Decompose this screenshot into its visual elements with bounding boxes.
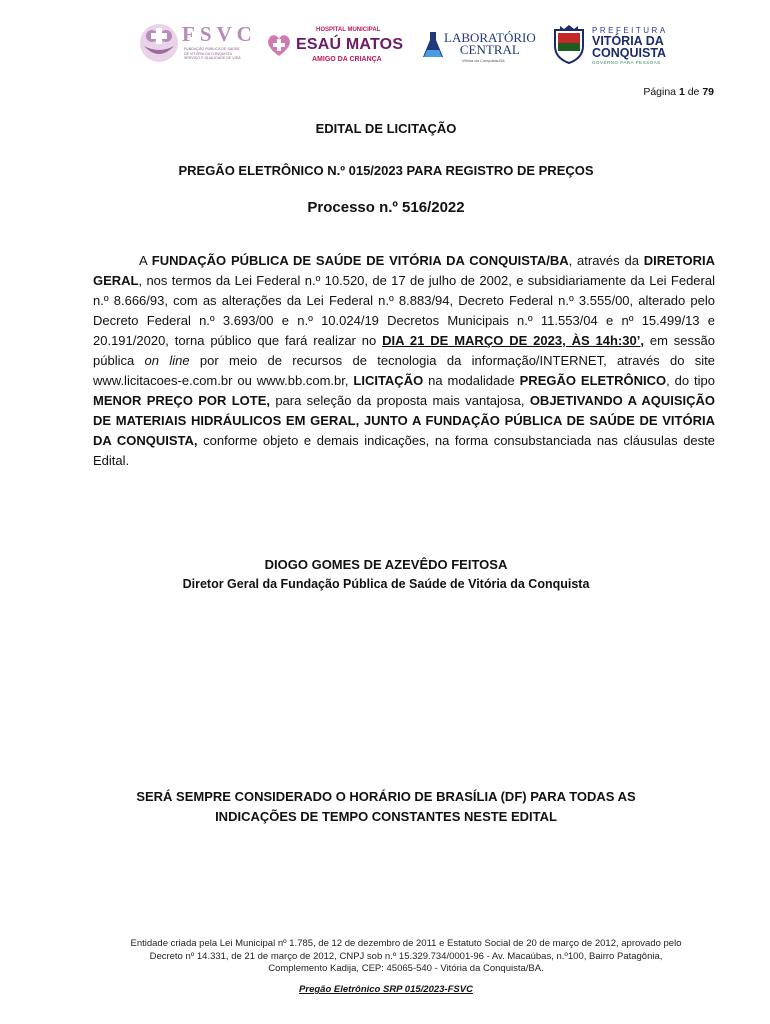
fsvc-subtitle-1: FUNDAÇÃO PÚBLICA DE SAÚDE [184,47,240,51]
fsvc-emblem-icon [138,22,180,64]
header-logos [130,18,690,78]
prefeitura-logo [552,18,692,74]
body-bold-4: LICITAÇÃO [353,373,424,388]
esau-name: ESAÚ MATOS [296,36,404,53]
processo-title: Processo n.º 516/2022 [307,199,465,216]
esau-matos-logo [266,18,411,74]
page-label: Página [643,86,677,98]
body-text-1: A [139,253,152,268]
prefeitura-subtitle: GOVERNO PARA PESSOAS [592,60,661,65]
fsvc-logo [138,18,258,74]
pregao-title: PREGÃO ELETRÔNICO N.º 015/2023 PARA REGISTRO DE PREÇOS [178,163,594,178]
fsvc-subtitle-2: DE VITÓRIA DA CONQUISTA [184,51,233,56]
esau-subtitle: AMIGO DA CRIANÇA [312,56,382,63]
footer-line-1: Entidade criada pela Lei Municipal nº 1.785, de 12 de dezembro de 2011 e Estatuto Social de 20 de março de 2012, aprovado pelo [130,938,682,949]
signatory-name: DIOGO GOMES DE AZEVÊDO FEITOSA [264,557,508,572]
body-date-comma: , [640,333,644,348]
body-text-7: , do tipo [666,373,715,388]
fsvc-subtitle-3: SERVIÇO E QUALIDADE DE VIDA [184,56,241,61]
body-date-underlined: DIA 21 DE MARÇO DE 2023, ÀS 14h:30’ [382,333,641,348]
notice-line-1: SERÁ SEMPRE CONSIDERADO O HORÁRIO DE BRASÍLIA (DF) PARA TODAS AS [136,789,636,804]
esau-top-label: HOSPITAL MUNICIPAL [316,27,381,33]
prefeitura-name-line-1: VITÓRIA DA [592,34,664,48]
body-text-5: por meio de recursos de tecnologia da informação/INTERNET, através do site www.licitacoes-e.com.br ou www.bb.com.br, [93,353,716,388]
fsvc-subtitle [184,47,264,61]
coat-of-arms-icon [552,24,586,64]
edital-title: EDITAL DE LICITAÇÃO [315,121,457,136]
body-bold-1: FUNDAÇÃO PÚBLICA DE SAÚDE DE VITÓRIA DA CONQUISTA/BA [151,253,569,268]
page-current: 1 [678,86,685,98]
page-total: 79 [702,86,714,98]
body-italic-online: on line [144,353,190,368]
lab-name-line-2: CENTRAL [459,42,520,57]
lab-subtitle: Vitória da Conquista-BA [462,58,505,63]
body-text-8: para seleção da proposta mais vantajosa, [270,393,530,408]
brasilia-time-notice [56,787,716,827]
notice-line-2: INDICAÇÕES DE TEMPO CONSTANTES NESTE EDITAL [215,809,557,824]
body-text-4: em sessão pública [93,333,715,368]
prefeitura-name [592,35,666,59]
fsvc-title: FSVC [182,22,257,46]
hospital-heart-icon [266,32,292,58]
body-text-9: conforme objeto e demais indicações, na forma consubstanciada nas cláusulas deste Edital. [93,433,715,468]
flask-icon [422,30,444,60]
body-bold-2: DIRETORIA GERAL [93,253,715,288]
body-bold-7: OBJETIVANDO A AQUISIÇÃO DE MATERIAIS HIDRÁULICOS EM GERAL, JUNTO A FUNDAÇÃO PÚBLICA DE SAÚDE DE VITÓRIA DA CONQUISTA, [93,393,715,448]
page-of-label: de [687,86,700,98]
footer-line-2: Decreto nº 14.331, de 21 de março de 2012, CNPJ sob n.º 15.329.734/0001-96 - Av. Macaúbas, n.º100, Bairro Patagônia, [149,950,663,962]
footer-legal-text [86,938,726,976]
signatory-role: Diretor Geral da Fundação Pública de Saúde de Vitória da Conquista [182,577,590,591]
footer-reference: Pregão Eletrônico SRP 015/2023-FSVC [299,984,473,995]
prefeitura-top-label: PREFEITURA [592,26,668,35]
laboratorio-logo [422,18,542,74]
footer-line-3: Complemento Kadija, CEP: 45065-540 - Vitória da Conquista/BA. [268,963,544,974]
body-bold-5: PREGÃO ELETRÔNICO [519,373,667,388]
prefeitura-name-line-2: CONQUISTA [592,46,667,60]
page-number [643,86,714,98]
main-paragraph [93,251,715,471]
body-text-3: , nos termos da Lei Federal n.º 10.520, de 17 de julho de 2002, e subsidiariamente da Lei Federal n.º 8.666/93, com as alterações da Lei Federal n.º 8.883/94, Decreto Federal n.º 3.555/00, alterado pelo Decreto Federal n.º 3.693/00 e n.º 10.024/19 Decretos Municipais n.º 11.553/04 e nº 15.499/13 e 20.191/2020, torna público que fará realizar no [93,273,715,348]
body-text-2: , através da [568,253,644,268]
lab-name [444,32,536,56]
lab-name-line-1: LABORATÓRIO [444,30,536,45]
body-bold-6: MENOR PREÇO POR LOTE, [93,393,271,408]
body-text-6: na modalidade [423,373,520,388]
